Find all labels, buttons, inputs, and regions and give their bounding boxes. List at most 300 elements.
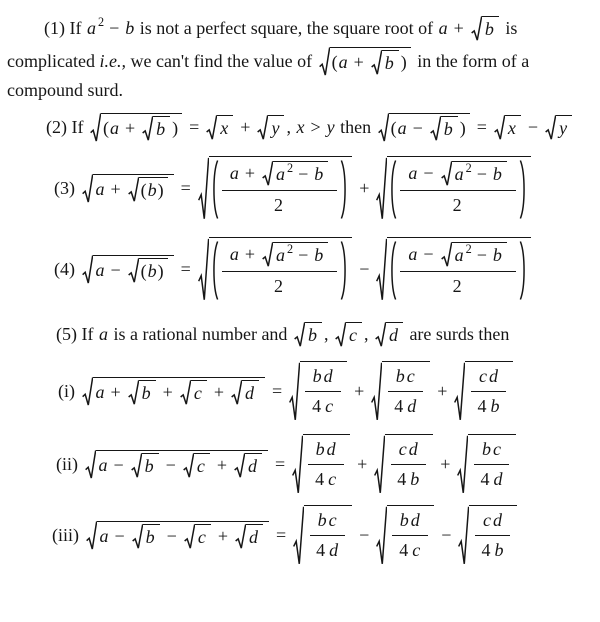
math-text: (5) If (56, 324, 98, 344)
math-sqrt (471, 16, 499, 41)
math-sqrt-body (209, 156, 352, 221)
math-sqrt-body (93, 174, 174, 203)
math-sqrt (262, 161, 328, 186)
right-paren-icon (519, 159, 527, 220)
math-operator: − (441, 525, 452, 545)
math-superscript: 2 (465, 160, 472, 175)
math-fraction (304, 364, 341, 421)
math-operator: + (213, 382, 224, 402)
math-variable: b (317, 510, 327, 530)
math-sqrt-body (93, 255, 174, 284)
math-operator: = (476, 117, 487, 137)
radical-sign-icon (183, 453, 194, 478)
math-fraction (469, 364, 507, 421)
math-sqrt (235, 524, 263, 549)
math-sqrt (85, 450, 268, 479)
math-text: ( (390, 118, 397, 138)
math-text: (1) If (44, 18, 86, 38)
math-sqrt (376, 237, 530, 302)
math-text: (2) If (46, 117, 88, 137)
radical-sign-icon (82, 377, 93, 406)
math-fraction (307, 437, 344, 494)
math-number: 2 (274, 195, 284, 215)
math-sqrt-body (382, 361, 430, 422)
math-sqrt-body (305, 322, 322, 347)
math-number: 4 (481, 540, 491, 560)
math-variable: d (407, 396, 417, 416)
fraction-denominator (473, 536, 511, 565)
math-variable: a (86, 18, 96, 38)
math-operator: − (359, 525, 370, 545)
math-text: compound surd. (7, 80, 123, 100)
math-text: ( (140, 261, 147, 281)
math-superscript: 2 (465, 241, 472, 256)
radical-sign-icon (441, 161, 452, 186)
math-sqrt-body (101, 113, 182, 142)
math-operator: + (353, 52, 364, 72)
math-text: ( (102, 118, 109, 138)
math-sqrt-body (139, 177, 168, 202)
math-operator: + (359, 178, 370, 198)
math-sqrt-body (246, 524, 263, 549)
math-sqrt (142, 116, 170, 141)
math-number: 2 (452, 276, 462, 296)
math-operator: = (271, 381, 283, 401)
math-fraction (222, 159, 337, 220)
radical-sign-icon (198, 237, 209, 302)
radical-sign-icon (82, 255, 93, 284)
math-text: ) (157, 261, 164, 281)
radical-sign-icon (375, 322, 386, 347)
math-operator: − (412, 118, 423, 138)
radical-sign-icon (198, 156, 209, 221)
math-number: 4 (480, 469, 490, 489)
math-sqrt-body (195, 524, 211, 549)
math-sqrt-body (245, 453, 262, 478)
radical-sign-icon (132, 524, 143, 549)
fraction-denominator (307, 465, 344, 494)
math-variable: a (109, 118, 119, 138)
fraction-numerator (474, 437, 509, 465)
math-variable: b (315, 439, 325, 459)
radical-sign-icon (376, 237, 387, 302)
math-paren-group (211, 240, 348, 301)
math-variable: y (559, 118, 568, 138)
math-sqrt-body (217, 115, 233, 140)
math-number: 4 (399, 540, 409, 560)
math-operator: − (165, 455, 176, 475)
math-operator: − (476, 245, 487, 265)
math-variable: a (454, 164, 464, 184)
math-variable: b (145, 527, 155, 547)
math-sqrt-body (273, 242, 328, 267)
radical-sign-icon (293, 505, 304, 566)
math-variable: d (488, 366, 498, 386)
math-variable: b (410, 469, 420, 489)
math-sqrt-body (385, 434, 433, 495)
math-variable: b (312, 366, 322, 386)
math-variable: a (338, 52, 348, 72)
math-text: (i) (58, 381, 80, 401)
radical-sign-icon (235, 524, 246, 549)
math-variable: b (484, 19, 494, 39)
math-variable: x (507, 118, 516, 138)
math-sqrt (371, 50, 399, 75)
math-operator: = (189, 117, 200, 137)
math-operator: − (423, 244, 434, 264)
math-sqrt-body (469, 505, 517, 566)
fraction-numerator (475, 508, 510, 536)
math-operator: − (423, 163, 434, 183)
math-sqrt-body (194, 453, 210, 478)
math-sqrt (294, 322, 322, 347)
math-text: ) (172, 118, 179, 138)
math-text: ) (157, 180, 164, 200)
radical-sign-icon (180, 380, 191, 405)
math-sqrt (82, 174, 174, 203)
math-operator: + (217, 526, 228, 546)
fraction-denominator (266, 191, 293, 220)
math-text: then (335, 117, 376, 137)
math-sqrt (292, 434, 350, 495)
math-variable: c (348, 325, 357, 345)
fraction-numerator (400, 240, 515, 272)
radical-sign-icon (457, 434, 468, 495)
math-paren-body (219, 240, 340, 301)
radical-sign-icon (545, 115, 556, 140)
math-sqrt (257, 115, 284, 140)
math-sqrt-body (139, 258, 168, 283)
math-operator: + (453, 18, 464, 38)
math-variable: c (193, 383, 202, 403)
math-sqrt-body (96, 450, 268, 479)
formula-3 (54, 156, 600, 221)
math-variable: d (408, 439, 418, 459)
radical-sign-icon (128, 177, 139, 202)
math-variable: y (271, 118, 280, 138)
math-sqrt-body (330, 47, 411, 76)
math-operator: = (274, 454, 286, 474)
math-sqrt (82, 255, 174, 284)
math-sqrt-body (242, 380, 259, 405)
math-fraction (472, 437, 510, 494)
math-number: 4 (394, 396, 404, 416)
math-variable: b (384, 53, 394, 73)
math-variable: d (410, 510, 420, 530)
fraction-numerator (471, 364, 506, 392)
math-text: ( (331, 52, 338, 72)
math-variable: b (141, 383, 151, 403)
math-paren-body (219, 159, 340, 220)
radical-sign-icon (319, 47, 330, 76)
math-variable: d (248, 527, 258, 547)
math-superscript: 2 (286, 241, 294, 256)
math-text: ) (400, 52, 407, 72)
math-variable: d (493, 469, 503, 489)
math-text: (iii) (52, 525, 84, 545)
math-sqrt (82, 377, 265, 406)
math-sqrt (231, 380, 259, 405)
math-sqrt-body (142, 453, 159, 478)
math-variable: d (326, 439, 336, 459)
radical-sign-icon (376, 156, 387, 221)
math-variable: c (398, 439, 407, 459)
radical-sign-icon (82, 174, 93, 203)
para1-line2 (7, 47, 600, 76)
math-sqrt (441, 242, 507, 267)
math-variable: c (492, 439, 501, 459)
math-sqrt-body (468, 434, 516, 495)
fraction-denominator (308, 536, 346, 565)
formula-i (58, 361, 600, 422)
math-sqrt (457, 434, 516, 495)
math-operator: − (113, 455, 124, 475)
radical-sign-icon (234, 453, 245, 478)
math-fraction (400, 159, 515, 220)
math-sqrt (376, 156, 530, 221)
math-variable: b (147, 261, 157, 281)
math-sqrt-body (300, 361, 347, 422)
math-variable: a (95, 179, 105, 199)
math-sqrt (198, 237, 352, 302)
radical-sign-icon (85, 450, 96, 479)
radical-sign-icon (371, 361, 382, 422)
math-variable: c (412, 540, 421, 560)
math-variable: a (408, 244, 418, 264)
radical-sign-icon (262, 242, 273, 267)
radical-sign-icon (441, 242, 452, 267)
formula-ii (56, 434, 600, 495)
right-paren-icon (340, 159, 348, 220)
math-sqrt-body (273, 161, 328, 186)
math-sqrt-body (93, 377, 265, 406)
radical-sign-icon (458, 505, 469, 566)
math-variable: a (454, 245, 464, 265)
math-sqrt (545, 115, 572, 140)
math-sqrt-body (268, 115, 284, 140)
math-operator: + (124, 118, 136, 138)
radical-sign-icon (376, 505, 387, 566)
math-sqrt-body (452, 242, 507, 267)
math-sqrt (289, 361, 347, 422)
math-operator: + (216, 455, 227, 475)
math-sqrt-body (387, 156, 530, 221)
math-sqrt (183, 453, 210, 478)
math-sqrt-body (303, 434, 350, 495)
math-text: ) (459, 118, 466, 138)
math-operator: − (114, 526, 125, 546)
math-sqrt-body (387, 505, 434, 566)
math-variable: a (408, 163, 418, 183)
radical-sign-icon (257, 115, 268, 140)
math-variable: b (481, 439, 491, 459)
math-operator: − (298, 245, 309, 265)
math-variable: a (229, 163, 239, 183)
fraction-denominator (472, 465, 510, 494)
math-sqrt (131, 453, 159, 478)
math-sqrt-body (382, 50, 399, 75)
para1-line1 (44, 16, 600, 41)
radical-sign-icon (131, 453, 142, 478)
left-paren-icon (211, 159, 219, 220)
math-variable: d (388, 325, 398, 345)
math-operator: + (162, 382, 173, 402)
radical-sign-icon (184, 524, 195, 549)
math-variable: d (247, 456, 257, 476)
math-sqrt (262, 242, 328, 267)
fraction-denominator (391, 536, 428, 565)
para1-line3 (7, 80, 600, 101)
math-sqrt (376, 505, 434, 566)
math-text: are surds then (404, 324, 510, 344)
math-sqrt (375, 322, 403, 347)
math-operator: + (240, 117, 251, 137)
fraction-denominator (389, 465, 427, 494)
math-operator: + (354, 381, 365, 401)
math-text: complicated (7, 51, 100, 71)
radical-sign-icon (231, 380, 242, 405)
fraction-numerator (310, 508, 345, 536)
math-text: is a rational number and (108, 324, 292, 344)
math-variable: a (95, 260, 105, 280)
math-variable: b (494, 540, 504, 560)
math-sqrt-body (97, 521, 269, 550)
fraction-numerator (392, 508, 428, 536)
radical-sign-icon (90, 113, 101, 142)
math-sqrt-body (386, 322, 403, 347)
fraction-numerator (391, 437, 426, 465)
math-paren-group (211, 159, 348, 220)
radical-sign-icon (335, 322, 346, 347)
math-sqrt-body (452, 161, 507, 186)
right-paren-icon (340, 240, 348, 301)
math-sqrt (206, 115, 233, 140)
math-variable: c (406, 366, 415, 386)
math-sqrt (335, 322, 362, 347)
math-variable: b (156, 119, 166, 139)
math-number: 4 (397, 469, 407, 489)
radical-sign-icon (128, 380, 139, 405)
math-fraction (308, 508, 346, 565)
radical-sign-icon (471, 16, 482, 41)
math-sqrt-body (389, 113, 470, 142)
math-sqrt-body (209, 237, 352, 302)
math-variable: x (296, 117, 305, 137)
math-number: 4 (315, 469, 325, 489)
math-sqrt (86, 521, 269, 550)
math-variable: a (99, 526, 109, 546)
formula-4 (54, 237, 600, 302)
radical-sign-icon (262, 161, 273, 186)
math-variable: a (98, 455, 108, 475)
math-sqrt-body (153, 116, 170, 141)
math-variable: a (98, 324, 108, 344)
math-superscript: 2 (97, 14, 105, 29)
math-variable: c (325, 396, 334, 416)
math-variable: c (328, 510, 337, 530)
math-number: 2 (274, 276, 284, 296)
math-sqrt (458, 505, 517, 566)
math-variable: b (314, 245, 324, 265)
math-sqrt-body (304, 505, 352, 566)
math-sqrt-body (139, 380, 156, 405)
math-operator: > (310, 117, 321, 137)
math-variable: c (482, 510, 491, 530)
math-sqrt (184, 524, 211, 549)
math-operator: − (166, 526, 177, 546)
math-variable: b (443, 119, 453, 139)
radical-sign-icon (454, 361, 465, 422)
math-text: in the form of a (412, 51, 530, 71)
math-operator: + (110, 179, 121, 199)
math-sqrt-body (482, 16, 499, 41)
math-sqrt-body (556, 115, 572, 140)
math-operator: + (440, 454, 451, 474)
math-operator: − (476, 164, 487, 184)
math-sqrt (180, 380, 207, 405)
math-operator: = (275, 525, 287, 545)
fraction-denominator (386, 392, 424, 421)
math-operator: − (298, 164, 309, 184)
fraction-denominator (266, 272, 293, 301)
fraction-numerator (222, 159, 337, 191)
math-operator: − (109, 18, 120, 38)
math-superscript: 2 (286, 160, 294, 175)
math-operator: + (110, 382, 121, 402)
math-variable: c (478, 366, 487, 386)
math-text: , (363, 324, 373, 344)
math-sqrt (234, 453, 262, 478)
math-text: is not a perfect square, the square root of (135, 18, 438, 38)
radical-sign-icon (374, 434, 385, 495)
math-sqrt (198, 156, 352, 221)
formula-iii (52, 505, 600, 566)
math-sqrt (128, 177, 168, 202)
math-variable: d (492, 510, 502, 530)
radical-sign-icon (128, 258, 139, 283)
math-sqrt (128, 258, 168, 283)
math-sqrt (430, 116, 458, 141)
math-sqrt (90, 113, 182, 142)
left-paren-icon (389, 159, 397, 220)
math-variable: b (492, 245, 502, 265)
math-sqrt-body (143, 524, 160, 549)
math-operator: − (359, 259, 370, 279)
math-fraction (400, 240, 515, 301)
math-variable: c (197, 527, 206, 547)
math-variable: a (95, 382, 105, 402)
math-paren-body (397, 240, 518, 301)
fraction-denominator (469, 392, 507, 421)
math-sqrt (132, 524, 160, 549)
math-operator: + (437, 381, 448, 401)
radical-sign-icon (494, 115, 505, 140)
math-fraction (389, 437, 427, 494)
formula-2 (46, 113, 600, 142)
fraction-numerator (400, 159, 515, 191)
fraction-denominator (445, 191, 472, 220)
math-text: we can't find the value of (125, 51, 317, 71)
math-sqrt (319, 47, 411, 76)
math-variable: b (125, 18, 135, 38)
math-sqrt (441, 161, 507, 186)
right-paren-icon (519, 240, 527, 301)
math-number: 4 (312, 396, 322, 416)
fraction-denominator (304, 392, 341, 421)
fraction-numerator (222, 240, 337, 272)
math-variable: x (220, 118, 229, 138)
math-sqrt (293, 505, 352, 566)
